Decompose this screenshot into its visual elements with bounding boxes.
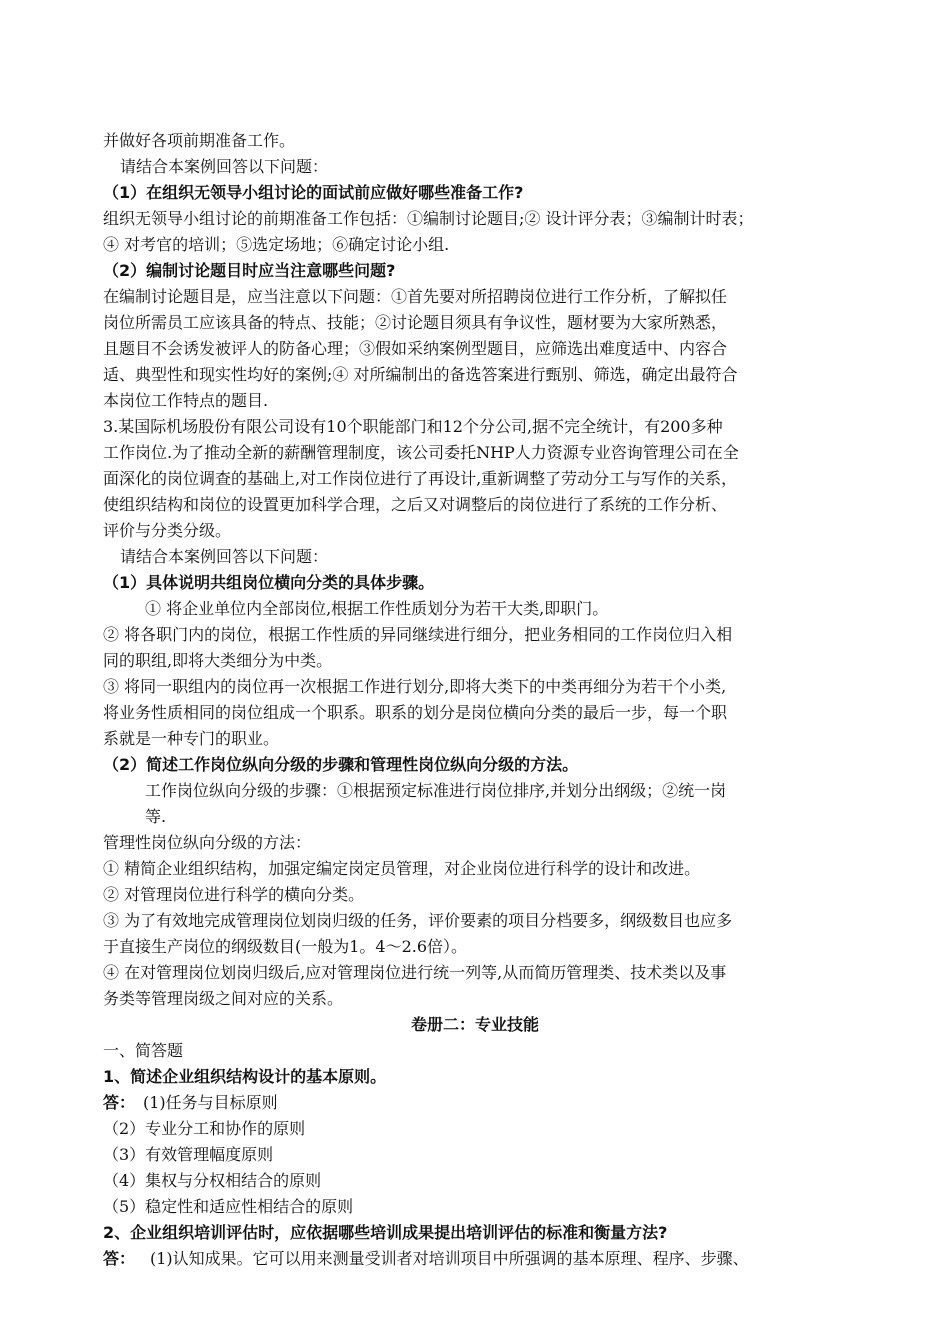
- question-heading: （1）在组织无领导小组讨论的面试前应做好哪些准备工作?: [103, 183, 524, 202]
- text-line: (1)任务与目标原则: [143, 1093, 278, 1112]
- question-heading: 1、简述企业组织结构设计的基本原则。: [103, 1067, 387, 1086]
- text-line: 组织无领导小组讨论的前期准备工作包括：①编制讨论题目;② 设计评分表；③编制计时表；: [103, 209, 754, 228]
- section-subtitle: 一、简答题: [103, 1041, 184, 1060]
- text-line: 管理性岗位纵向分级的方法：: [103, 833, 312, 852]
- text-line: ④ 在对管理岗位划岗归级后,应对管理岗位进行统一列等,从而简历管理类、技术类以及事: [103, 963, 727, 982]
- answer-label: 答：: [103, 1249, 136, 1268]
- text-line: ② 对管理岗位进行科学的横向分类。: [103, 885, 365, 904]
- text-line: 将业务性质相同的岗位组成一个职系。职系的划分是岗位横向分类的最后一步，每一个职: [103, 703, 728, 722]
- text-line: 于直接生产岗位的纲级数目(一般为1。4～2.6倍）。: [103, 937, 468, 956]
- text-line: 适、典型性和现实性均好的案例;④ 对所编制出的备选答案进行甄别、筛选，确定出最符合: [103, 365, 738, 384]
- text-line: 使组织结构和岗位的设置更加科学合理，之后又对调整后的岗位进行了系统的工作分析、: [103, 495, 728, 514]
- text-line: ② 将各职门内的岗位，根据工作性质的异同继续进行细分，把业务相同的工作岗位归入相: [103, 625, 733, 644]
- answer-label: 答：: [103, 1093, 136, 1112]
- question-heading: （1）具体说明共组岗位横向分类的具体步骤。: [103, 573, 435, 592]
- text-line: (1)认知成果。它可以用来测量受训者对培训项目中所强调的基本原理、程序、步骤、: [150, 1249, 749, 1268]
- text-line: （2）专业分工和协作的原则: [103, 1119, 306, 1138]
- text-line: （3）有效管理幅度原则: [103, 1145, 274, 1164]
- text-line: 请结合本案例回答以下问题：: [120, 157, 329, 176]
- text-line: 等.: [145, 807, 167, 826]
- text-line: 3.某国际机场股份有限公司设有10个职能部门和12个分公司,据不完全统计，有200多种: [103, 417, 723, 436]
- text-line: ③ 为了有效地完成管理岗位划岗归级的任务，评价要素的项目分档要多，纲级数目也应多: [103, 911, 733, 930]
- text-line: 面深化的岗位调查的基础上,对工作岗位进行了再设计,重新调整了劳动分工与写作的关系，: [103, 469, 738, 488]
- text-line: 工作岗位.为了推动全新的薪酬管理制度，该公司委托NHP人力资源专业咨询管理公司在全: [103, 443, 739, 462]
- text-line: 岗位所需员工应该具备的特点、技能；②讨论题目须具有争议性，题材要为大家所熟悉，: [103, 313, 728, 332]
- text-line: 工作岗位纵向分级的步骤：①根据预定标准进行岗位排序,并划分出纲级；②统一岗: [145, 781, 727, 800]
- text-line: ① 将企业单位内全部岗位,根据工作性质划分为若干大类,即职门。: [145, 599, 609, 618]
- text-line: ① 精简企业组织结构，加强定编定岗定员管理，对企业岗位进行科学的设计和改进。: [103, 859, 701, 878]
- text-line: （4）集权与分权相结合的原则: [103, 1171, 322, 1190]
- text-line: 评价与分类分级。: [103, 521, 232, 540]
- question-heading: 2、企业组织培训评估时，应依据哪些培训成果提出培训评估的标准和衡量方法?: [103, 1223, 668, 1242]
- text-line: 同的职组,即将大类细分为中类。: [103, 651, 333, 670]
- text-line: 在编制讨论题目是，应当注意以下问题：①首先要对所招聘岗位进行工作分析，了解拟任: [103, 287, 728, 306]
- text-line: ③ 将同一职组内的岗位再一次根据工作进行划分,即将大类下的中类再细分为若干个小类,: [103, 677, 727, 696]
- text-line: 且题目不会诱发被评人的防备心理；③假如采纳案例型题目，应筛选出难度适中、内容合: [103, 339, 728, 358]
- text-line: 并做好各项前期准备工作。: [103, 131, 296, 150]
- text-line: ④ 对考官的培训；⑤选定场地；⑥确定讨论小组.: [103, 235, 450, 254]
- question-heading: （2）编制讨论题目时应当注意哪些问题?: [103, 261, 396, 280]
- text-line: 务类等管理岗级之间对应的关系。: [103, 989, 344, 1008]
- text-line: 本岗位工作特点的题目.: [103, 391, 269, 410]
- section-title: 卷册二：专业技能: [410, 1015, 539, 1034]
- text-line: （5）稳定性和适应性相结合的原则: [103, 1197, 354, 1216]
- text-line: 请结合本案例回答以下问题：: [120, 547, 329, 566]
- text-line: 系就是一种专门的职业。: [103, 729, 280, 748]
- question-heading: （2）简述工作岗位纵向分级的步骤和管理性岗位纵向分级的方法。: [103, 755, 579, 774]
